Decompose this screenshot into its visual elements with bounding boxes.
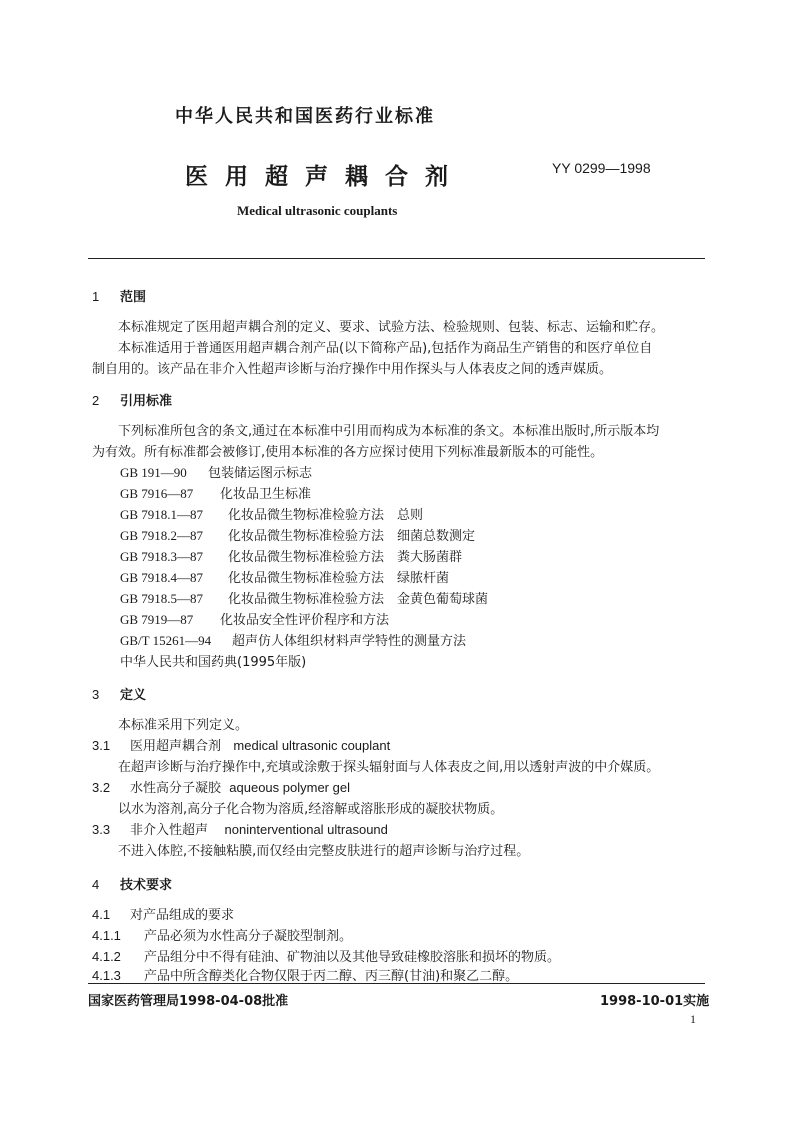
section-number: 4: [92, 877, 100, 892]
reference-item: [120, 504, 423, 523]
definition-term-english: noninterventional ultrasound: [224, 822, 388, 837]
reference-code: GB 7918.5—87: [120, 591, 204, 606]
reference-code: GB 7919—87: [120, 612, 194, 627]
reference-code: GB 7918.2—87: [120, 528, 204, 543]
paragraph-continued: 制自用的。该产品在非介入性超声诊断与治疗操作中用作探头与人体表皮之间的透声媒质。: [92, 362, 613, 377]
org-title: 中华人民共和国医药行业标准: [175, 106, 435, 127]
section-4-heading: [92, 874, 172, 893]
reference-item: [120, 630, 466, 649]
paragraph: 本标准规定了医用超声耦合剂的定义、要求、试验方法、检验规则、包装、标志、运输和贮存。: [118, 320, 665, 335]
paragraph-continued: 为有效。所有标准都会被修订,使用本标准的各方应探讨使用下列标准最新版本的可能性。: [92, 445, 604, 460]
reference-item: [120, 567, 449, 586]
section-1-heading: [92, 286, 146, 305]
reference-title: 中华人民共和国药典(1995年版): [120, 655, 307, 670]
definition-heading: [92, 819, 388, 838]
clause-text: 产品必须为水性高分子凝胶型制剂。: [144, 929, 353, 944]
reference-item: [120, 588, 488, 607]
section-number: 2: [92, 393, 100, 408]
clause-number: 4.1.3: [92, 968, 121, 983]
document-title: 医用超声耦合剂: [185, 164, 465, 190]
reference-title: 化妆品微生物标准检验方法 粪大肠菌群: [228, 550, 463, 565]
section-3-heading: [92, 684, 146, 703]
definition-text: 以水为溶剂,高分子化合物为溶质,经溶解或溶胀形成的凝胶状物质。: [118, 802, 504, 817]
reference-title: 化妆品微生物标准检验方法 金黄色葡萄球菌: [228, 592, 489, 607]
section-number: 3: [92, 687, 100, 702]
reference-item: [120, 483, 311, 502]
header-divider: [88, 258, 705, 259]
approval-line: 国家医药管理局1998-04-08批准: [88, 994, 289, 1009]
section-2-heading: [92, 390, 172, 409]
clause: [92, 925, 352, 944]
section-number: 1: [92, 289, 100, 304]
reference-code: GB 7918.1—87: [120, 507, 204, 522]
definition-term: 医用超声耦合剂: [130, 739, 222, 754]
reference-code: GB/T 15261—94: [120, 633, 212, 648]
effective-date: 1998-10-01实施: [600, 994, 710, 1009]
definition-text: 在超声诊断与治疗操作中,充填或涂敷于探头辐射面与人体表皮之间,用以透射声波的中介媒质。: [118, 760, 660, 775]
reference-item: [120, 525, 475, 544]
reference-code: GB 191—90: [120, 465, 187, 480]
page-number: 1: [690, 1012, 696, 1026]
reference-item: [120, 609, 389, 628]
clause-text: 产品中所含醇类化合物仅限于丙二醇、丙三醇(甘油)和聚乙二醇。: [144, 969, 519, 984]
clause-number: 4.1: [92, 907, 111, 922]
paragraph: 本标准适用于普通医用超声耦合剂产品(以下简称产品),包括作为商品生产销售的和医疗单位自: [118, 341, 653, 356]
definition-term-english: medical ultrasonic couplant: [233, 738, 391, 753]
reference-item: [120, 651, 306, 670]
clause-number: 4.1.1: [92, 928, 121, 943]
clause-number: 3.3: [92, 822, 111, 837]
paragraph: 本标准采用下列定义。: [118, 718, 249, 733]
clause: [92, 965, 518, 984]
section-title: 技术要求: [120, 878, 173, 893]
reference-title: 包装储运图示标志: [208, 466, 313, 481]
english-title: Medical ultrasonic couplants: [237, 203, 398, 218]
clause: [92, 946, 560, 965]
definition-text: 不进入体腔,不接触粘膜,而仅经由完整皮肤进行的超声诊断与治疗过程。: [118, 844, 530, 859]
section-title: 定义: [120, 688, 147, 703]
reference-title: 化妆品微生物标准检验方法 细菌总数测定: [228, 529, 476, 544]
clause: [92, 904, 234, 923]
definition-heading: [92, 735, 390, 754]
reference-code: GB 7918.3—87: [120, 549, 204, 564]
reference-title: 化妆品卫生标准: [220, 487, 312, 502]
section-title: 范围: [120, 290, 147, 305]
reference-title: 超声仿人体组织材料声学特性的测量方法: [232, 634, 467, 649]
clause-number: 3.1: [92, 738, 111, 753]
clause-number: 4.1.2: [92, 949, 121, 964]
reference-title: 化妆品安全性评价程序和方法: [220, 613, 390, 628]
definition-term-english: aqueous polymer gel: [229, 780, 350, 795]
clause-text: 产品组分中不得有硅油、矿物油以及其他导致硅橡胶溶胀和损坏的物质。: [144, 950, 561, 965]
clause-number: 3.2: [92, 780, 111, 795]
reference-title: 化妆品微生物标准检验方法 总则: [228, 508, 424, 523]
reference-title: 化妆品微生物标准检验方法 绿脓杆菌: [228, 571, 450, 586]
footer-divider: [88, 983, 705, 984]
clause-text: 对产品组成的要求: [130, 908, 235, 923]
reference-code: GB 7916—87: [120, 486, 194, 501]
section-title: 引用标准: [120, 394, 173, 409]
document-code: YY 0299—1998: [552, 160, 651, 176]
reference-item: [120, 546, 462, 565]
reference-code: GB 7918.4—87: [120, 570, 204, 585]
definition-term: 非介入性超声: [130, 823, 209, 838]
paragraph: 下列标准所包含的条文,通过在本标准中引用而构成为本标准的条文。本标准出版时,所示版本均: [118, 424, 660, 439]
definition-term: 水性高分子凝胶: [130, 781, 222, 796]
definition-heading: [92, 777, 350, 796]
reference-item: [120, 462, 312, 481]
